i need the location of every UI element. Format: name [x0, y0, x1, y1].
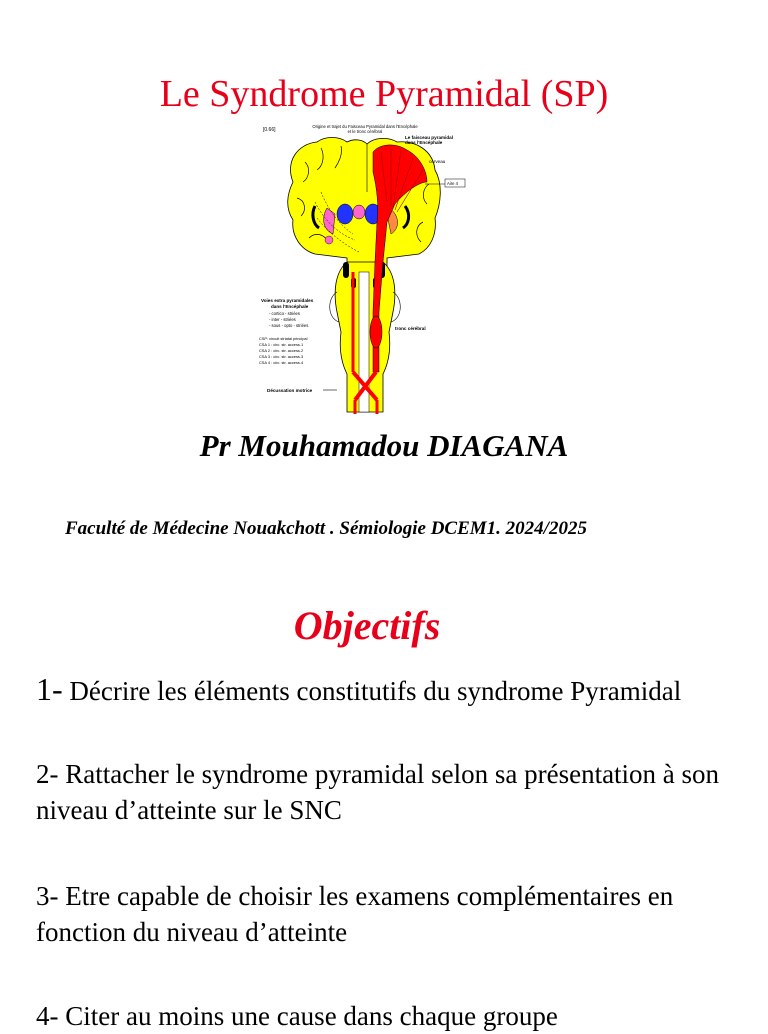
cerebrum-shape — [288, 138, 441, 269]
blue-nucleus-left — [337, 204, 353, 224]
objective-number: 3- — [36, 881, 59, 911]
page-title: Le Syndrome Pyramidal (SP) — [159, 73, 609, 115]
csp-item-2: CSA 1 : circ. str. access.1 — [259, 342, 304, 347]
label-cerveau: cerveau — [429, 159, 446, 164]
csp-item-3: CSA 2 : circ. str. access.2 — [259, 348, 304, 353]
objective-text: Etre capable de choisir les examens complémentaires en fonction du niveau d’atteinte — [36, 881, 674, 947]
objective-item — [36, 998, 736, 1034]
label-faisceau-1: Le faisceau pyramidal — [405, 135, 454, 140]
objective-number: 1- — [36, 671, 63, 707]
objective-text: Rattacher le syndrome pyramidal selon sa présentation à son niveau d’atteinte sur le SNC — [36, 759, 720, 825]
objective-text: Citer au moins une cause dans chaque groupe — [58, 1001, 558, 1031]
author-name: Pr Mouhamadou DIAGANA — [199, 428, 569, 463]
csp-item-5: CSA 4 : circ. str. access.4 — [259, 360, 304, 365]
figure-caption-2: et le tronc cérébral — [347, 129, 383, 134]
pyramidal-tract-diagram — [255, 122, 473, 418]
label-tronc: tronc cérébral — [395, 326, 426, 331]
objective-item — [36, 756, 736, 828]
label-voies-1: Voies extra pyramidales — [261, 298, 314, 303]
csp-item-1: CSP: circuit striatal principal — [259, 336, 308, 341]
objective-item — [36, 878, 736, 950]
label-faisceau-2: dans l'Encéphale — [405, 140, 443, 145]
figure-caption-1: Origine et trajet du Faisceau Pyramidal dans l'Encéphale — [312, 124, 418, 129]
label-voies-2: dans l'Encéphale — [271, 304, 309, 309]
objectives-heading: Objectifs — [293, 603, 441, 648]
objective-number: 2- — [36, 759, 59, 789]
label-decussation: Décussation motrice — [267, 388, 313, 393]
label-aire: Aire 4 — [447, 181, 458, 186]
figure-ref: [0.66] — [263, 127, 276, 133]
voies-item-2: - inter - striées — [269, 317, 296, 322]
faculty-line: Faculté de Médecine Nouakchott . Sémiologie DCEM1. 2024/2025 — [65, 518, 587, 539]
voies-item-3: - sous - opto - striées — [269, 323, 309, 328]
objective-text: Décrire les éléments constitutifs du syndrome Pyramidal — [62, 676, 682, 706]
objective-item — [36, 668, 736, 713]
csp-item-4: CSA 3 : circ. str. access.3 — [259, 354, 304, 359]
objective-number: 4- — [36, 1001, 59, 1031]
voies-item-1: - cortico - striées — [269, 311, 300, 316]
